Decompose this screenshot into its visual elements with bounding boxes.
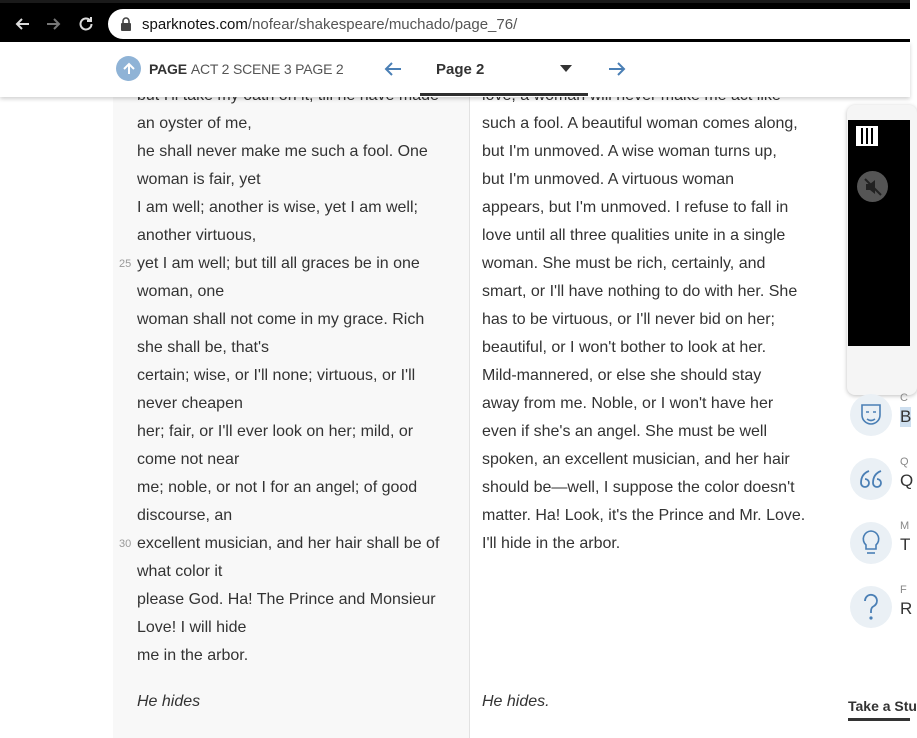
tool-characters-title: B <box>900 407 912 426</box>
tool-characters-label: C <box>900 392 908 404</box>
take-study-underline <box>848 718 910 721</box>
tool-themes-title: T <box>900 535 911 554</box>
lightbulb-icon <box>850 522 892 564</box>
line-number: 25 <box>119 258 132 270</box>
page-label: PAGE <box>149 61 187 77</box>
original-line-text: woman is fair, yet <box>137 171 261 188</box>
original-line-text: Love! I will hide <box>137 619 247 636</box>
original-line <box>137 642 457 670</box>
original-line <box>137 110 457 138</box>
original-line <box>137 306 457 334</box>
tool-quotes-label: Q <box>900 456 909 468</box>
modern-line: has to be virtuous, or I'll never bid on her; <box>482 311 775 328</box>
original-line <box>137 362 457 390</box>
address-bar[interactable] <box>108 9 910 39</box>
original-line-text: her; fair, or I'll ever look on her; mild, or <box>137 423 414 440</box>
original-line-text: discourse, an <box>137 507 233 524</box>
original-line-text: another virtuous, <box>137 227 257 244</box>
caret-down-icon <box>560 65 572 72</box>
original-line-text: she shall be, that's <box>137 339 270 356</box>
modern-line: spoken, an excellent musician, and her hair <box>482 451 790 468</box>
modern-line: away from me. Noble, or I won't have her <box>482 395 774 412</box>
url-text <box>142 16 517 33</box>
next-page-arrow-icon[interactable] <box>606 58 628 80</box>
original-line <box>137 334 457 362</box>
tool-quotes-title: Q <box>900 471 914 490</box>
forward-arrow-icon[interactable] <box>41 11 67 37</box>
original-line <box>137 278 457 306</box>
tool-faq-title: R <box>900 599 913 618</box>
breadcrumb[interactable] <box>149 61 344 77</box>
tool-faq-label: F <box>900 584 907 596</box>
modern-line: such a fool. A beautiful woman comes along, <box>482 115 798 132</box>
url-host: sparknotes.com <box>142 15 248 33</box>
modern-line: but I'm unmoved. A virtuous woman <box>482 171 735 188</box>
reload-icon[interactable] <box>73 11 99 37</box>
original-line-text: I am well; another is wise, yet I am well; <box>137 199 418 216</box>
modern-line: woman. She must be rich, certainly, and <box>482 255 766 272</box>
original-line-text: come not near <box>137 451 240 468</box>
original-line <box>119 250 457 278</box>
quote-icon <box>850 458 892 500</box>
qr-code-icon <box>856 126 878 146</box>
tool-themes-label: M <box>900 520 910 532</box>
modern-line: I'll hide in the arbor. <box>482 535 621 552</box>
modern-line: love until all three qualities unite in a single <box>482 227 786 244</box>
original-line-text: woman shall not come in my grace. Rich <box>137 311 425 328</box>
video-player[interactable] <box>848 120 910 346</box>
modern-line: matter. Ha! Look, it's the Prince and Mr. Love. <box>482 507 806 524</box>
modern-line: appears, but I'm unmoved. I refuse to fall in <box>482 199 789 216</box>
url-path: /nofear/shakespeare/muchado/page_76/ <box>247 15 518 33</box>
line-number: 30 <box>119 538 132 550</box>
original-line <box>137 418 457 446</box>
original-line-text: what color it <box>137 563 223 580</box>
tool-characters[interactable] <box>850 392 910 442</box>
original-line <box>137 390 457 418</box>
tool-faq[interactable] <box>850 584 913 634</box>
original-line <box>119 530 457 558</box>
page-select-value: Page 2 <box>436 61 485 78</box>
modern-line: Mild-mannered, or else she should stay <box>482 367 762 384</box>
modern-line: even if she's an angel. She must be well <box>482 423 767 440</box>
original-line <box>137 558 457 586</box>
muted-speaker-icon[interactable] <box>857 171 888 202</box>
original-line-text: never cheapen <box>137 395 243 412</box>
breadcrumb-location: ACT 2 SCENE 3 PAGE 2 <box>190 61 344 77</box>
mask-icon <box>850 394 892 436</box>
take-study-break-link[interactable]: Take a Stu <box>848 698 917 714</box>
question-icon <box>850 586 892 628</box>
original-line-text: me in the arbor. <box>137 647 249 664</box>
original-line <box>137 194 457 222</box>
original-line <box>137 222 457 250</box>
original-text-column <box>113 97 470 738</box>
modern-lines <box>482 82 818 558</box>
original-stage-direction: He hides <box>137 693 201 710</box>
previous-page-arrow-icon[interactable] <box>382 58 404 80</box>
original-lines <box>119 82 457 670</box>
original-line-text: he shall never make me such a fool. One <box>137 143 428 160</box>
page-select-dropdown[interactable] <box>420 50 588 96</box>
original-line <box>137 586 457 614</box>
lock-icon <box>120 17 132 31</box>
arrow-up-icon[interactable] <box>116 56 141 81</box>
original-line-text: an oyster of me, <box>137 115 252 132</box>
modern-line: beautiful, or I won't bother to look at her. <box>482 339 767 356</box>
modern-stage-direction: He hides. <box>482 693 550 710</box>
original-line <box>137 614 457 642</box>
original-line <box>137 474 457 502</box>
original-line <box>137 446 457 474</box>
original-line-text: certain; wise, or I'll none; virtuous, or I'll <box>137 367 416 384</box>
modern-text-column <box>470 97 825 738</box>
modern-line: but I'm unmoved. A wise woman turns up, <box>482 143 777 160</box>
original-line <box>137 502 457 530</box>
original-line-text: excellent musician, and her hair shall be of <box>137 535 440 552</box>
original-line-text: me; noble, or not I for an angel; of good <box>137 479 418 496</box>
modern-line: smart, or I'll have nothing to do with her. She <box>482 283 798 300</box>
original-line <box>137 166 457 194</box>
original-line <box>137 138 457 166</box>
browser-toolbar <box>0 0 910 42</box>
original-line-text: please God. Ha! The Prince and Monsieur <box>137 591 436 608</box>
modern-line: should be—well, I suppose the color doesn't <box>482 479 795 496</box>
tool-themes[interactable] <box>850 520 910 570</box>
page-nav-header <box>0 42 910 97</box>
original-line-text: woman, one <box>137 283 225 300</box>
tool-quotes[interactable] <box>850 456 914 506</box>
original-line-text: yet I am well; but till all graces be in one <box>137 255 420 272</box>
back-arrow-icon[interactable] <box>9 11 35 37</box>
